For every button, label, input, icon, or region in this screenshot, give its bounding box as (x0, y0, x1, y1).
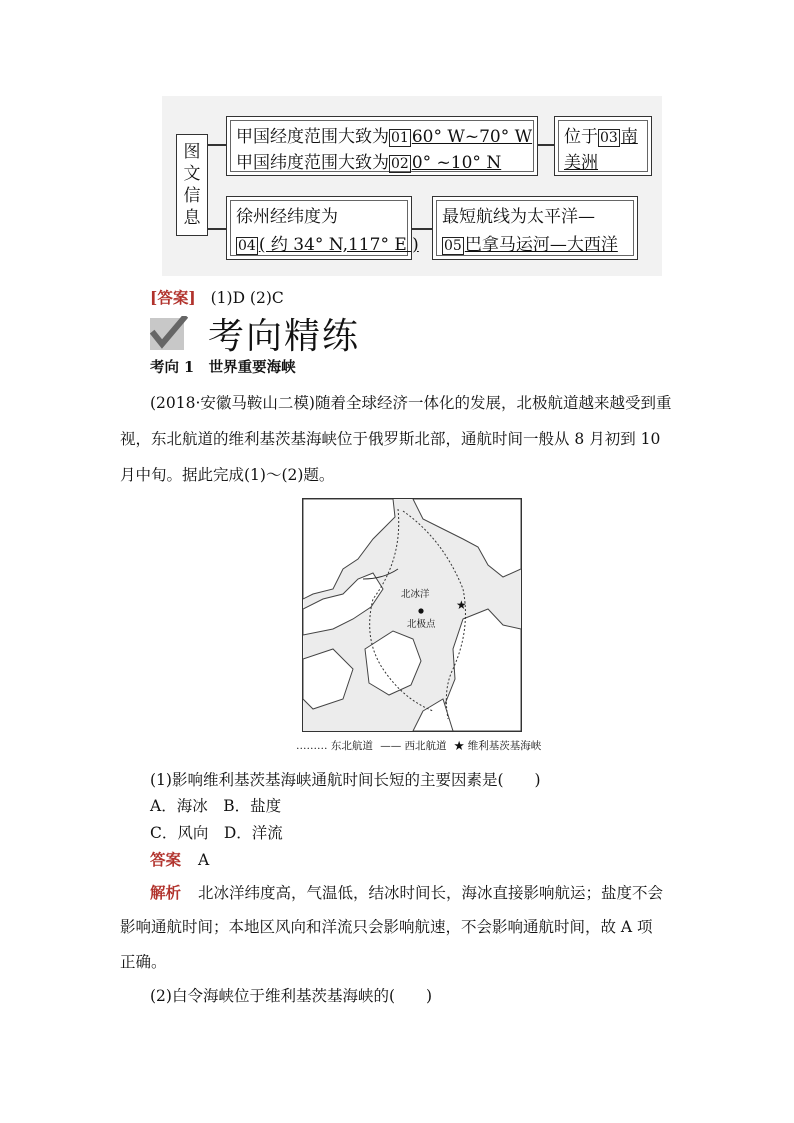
question1-analysis (150, 881, 663, 903)
analysis-line: 正确。 (120, 953, 167, 971)
side-label-char: 图 (183, 142, 201, 162)
analysis-line: 影响通航时间；本地区风向和洋流只会影响航速，不会影响通航时间，故 A 项 (120, 918, 653, 936)
answer-line (150, 286, 284, 308)
question1-stem: (1)影响维利基茨基海峡通航时间长短的主要因素是( ) (150, 771, 541, 789)
connector-line (208, 144, 226, 146)
legend-northeast-route: ……… 东北航道 (296, 740, 373, 752)
question2-stem: (2)白令海峡位于维利基茨基海峡的( ) (150, 987, 433, 1005)
question1-answer (150, 848, 209, 870)
box3-line1: 徐州经纬度为 (236, 207, 338, 227)
question1-options-row1: A．海冰 B．盐度 (150, 797, 282, 815)
intro-line: 视，东北航道的维利基茨基海峡位于俄罗斯北部，通航时间一般从 8 月初到 10 (120, 430, 661, 448)
legend-northwest-route: —— 西北航道 (380, 740, 447, 752)
section-title: 考向精练 (208, 316, 361, 357)
connector-line (538, 144, 554, 146)
box2-line2: 美洲 (564, 153, 598, 173)
legend-strait: ★ 维利基茨基海峡 (453, 740, 542, 752)
intro-line: 月中旬。据此完成(1)～(2)题。 (120, 466, 335, 484)
diagram-side-label-box (176, 134, 208, 236)
box3-line2: 04 ( 约 34° N,117° E ) (238, 235, 419, 255)
blank-number: 05 (444, 238, 462, 254)
svg-text:★: ★ (456, 598, 467, 612)
blank-number: 04 (238, 238, 256, 254)
box2-line1: 位于 03 南 (564, 127, 638, 147)
blank-number: 03 (600, 130, 618, 146)
side-label-char: 信 (183, 186, 201, 206)
blank-number: 02 (391, 156, 409, 172)
info-diagram (162, 96, 662, 276)
map-legend (296, 738, 541, 753)
analysis-text: 北冰洋纬度高，气温低，结冰时间长，海冰直接影响航运；盐度不会 (197, 884, 663, 902)
box4-line2: 05 巴拿马运河—大西洋 (444, 235, 618, 255)
box1-line1: 甲国经度范围大致为 01 60° W~70° W (236, 127, 533, 147)
answer-value: A (197, 851, 210, 869)
side-label-char: 息 (183, 208, 201, 228)
box4-line1: 最短航线为太平洋— (442, 207, 595, 227)
subheading: 考向 1 世界重要海峡 (150, 359, 296, 376)
answer-label: 答案 (150, 850, 182, 869)
answer-text: (1)D (2)C (210, 289, 284, 307)
box1-line2: 甲国纬度范围大致为 02 0° ~10° N (236, 153, 502, 173)
arctic-map (302, 498, 522, 732)
intro-line: (2018·安徽马鞍山二模)随着全球经济一体化的发展，北极航道越来越受到重 (150, 394, 672, 412)
side-label-char: 文 (183, 164, 201, 184)
map-label-north-pole: 北极点 (407, 619, 436, 630)
question1-options-row2: C．风向 D．洋流 (150, 824, 283, 842)
connector-line (412, 228, 432, 230)
map-label-arctic-ocean: 北冰洋 (401, 589, 430, 600)
connector-line (208, 228, 226, 230)
analysis-label: 解析 (150, 883, 182, 902)
blank-number: 01 (391, 130, 409, 146)
answer-label: [答案] (150, 288, 196, 307)
checkmark-icon (150, 316, 188, 350)
